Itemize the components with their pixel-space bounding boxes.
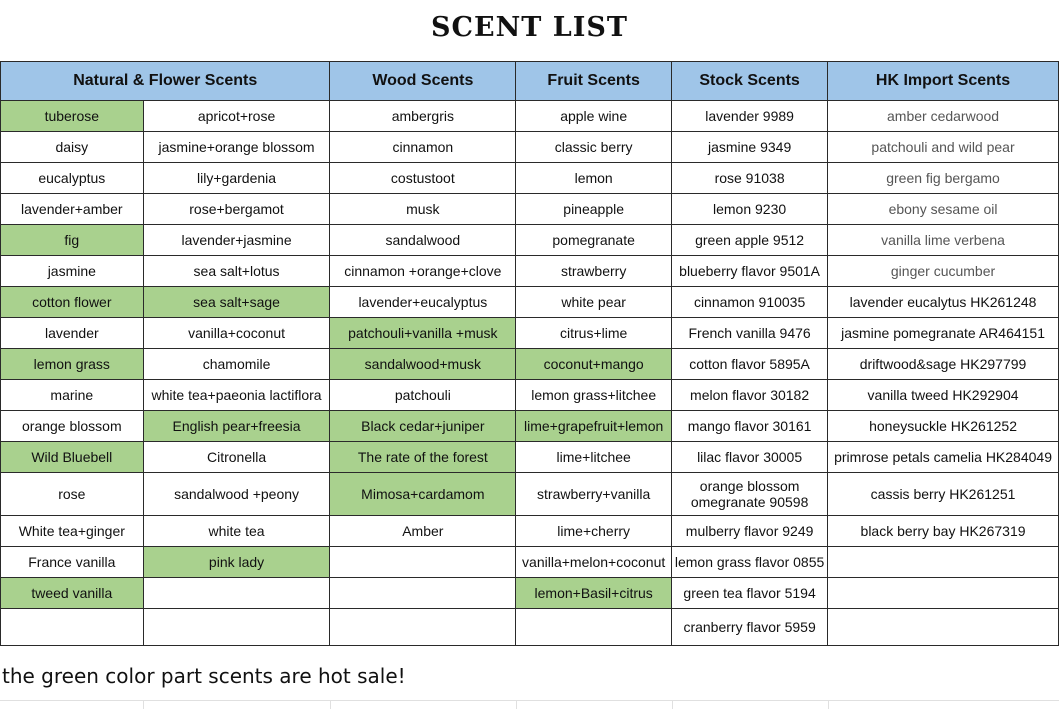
- scent-cell-wood[interactable]: [330, 578, 516, 609]
- table-row: [1, 132, 1059, 163]
- scent-cell-hk-import[interactable]: vanilla tweed HK292904: [828, 380, 1059, 411]
- scent-cell-hk-import[interactable]: cassis berry HK261251: [828, 473, 1059, 516]
- scent-cell-wood[interactable]: ambergris: [330, 101, 516, 132]
- scent-cell-wood[interactable]: Mimosa+cardamom: [330, 473, 516, 516]
- scent-cell-fruit[interactable]: strawberry: [516, 256, 672, 287]
- scent-cell-natural[interactable]: orange blossom: [1, 411, 144, 442]
- scent-cell-stock[interactable]: cranberry flavor 5959: [672, 609, 828, 646]
- scent-cell-fruit[interactable]: white pear: [516, 287, 672, 318]
- table-row: [1, 256, 1059, 287]
- scent-cell-flower-mix[interactable]: chamomile: [143, 349, 330, 380]
- scent-cell-fruit[interactable]: vanilla+melon+coconut: [516, 547, 672, 578]
- scent-cell-fruit[interactable]: lime+grapefruit+lemon: [516, 411, 672, 442]
- scent-cell-natural[interactable]: White tea+ginger: [1, 516, 144, 547]
- scent-cell-hk-import[interactable]: [828, 547, 1059, 578]
- scent-cell-fruit[interactable]: coconut+mango: [516, 349, 672, 380]
- table-row: [1, 287, 1059, 318]
- scent-cell-hk-import[interactable]: ginger cucumber: [828, 256, 1059, 287]
- scent-cell-stock[interactable]: lavender 9989: [672, 101, 828, 132]
- header-stock[interactable]: Stock Scents: [672, 62, 828, 101]
- scent-cell-hk-import[interactable]: patchouli and wild pear: [828, 132, 1059, 163]
- scent-cell-fruit[interactable]: [516, 609, 672, 646]
- scent-cell-natural[interactable]: fig: [1, 225, 144, 256]
- scent-cell-wood[interactable]: lavender+eucalyptus: [330, 287, 516, 318]
- scent-cell-wood[interactable]: musk: [330, 194, 516, 225]
- scent-cell-hk-import[interactable]: vanilla lime verbena: [828, 225, 1059, 256]
- table-row: [1, 411, 1059, 442]
- table-row: [1, 578, 1059, 609]
- table-row: [1, 225, 1059, 256]
- scent-cell-flower-mix[interactable]: pink lady: [143, 547, 330, 578]
- scent-cell-fruit[interactable]: lemon: [516, 163, 672, 194]
- scent-cell-stock[interactable]: mango flavor 30161: [672, 411, 828, 442]
- table-row: [1, 547, 1059, 578]
- scent-cell-flower-mix[interactable]: English pear+freesia: [143, 411, 330, 442]
- scent-cell-hk-import[interactable]: primrose petals camelia HK284049: [828, 442, 1059, 473]
- scent-cell-stock[interactable]: green tea flavor 5194: [672, 578, 828, 609]
- scent-cell-wood[interactable]: Black cedar+juniper: [330, 411, 516, 442]
- scent-cell-stock[interactable]: cinnamon 910035: [672, 287, 828, 318]
- scent-cell-natural[interactable]: cotton flower: [1, 287, 144, 318]
- scent-cell-wood[interactable]: sandalwood: [330, 225, 516, 256]
- scent-cell-flower-mix[interactable]: Citronella: [143, 442, 330, 473]
- scent-cell-hk-import[interactable]: [828, 578, 1059, 609]
- scent-cell-flower-mix[interactable]: white tea+paeonia lactiflora: [143, 380, 330, 411]
- scent-cell-stock[interactable]: green apple 9512: [672, 225, 828, 256]
- scent-cell-natural[interactable]: lavender+amber: [1, 194, 144, 225]
- scent-cell-fruit[interactable]: lemon grass+litchee: [516, 380, 672, 411]
- scent-table: [0, 61, 1059, 646]
- scent-cell-fruit[interactable]: strawberry+vanilla: [516, 473, 672, 516]
- scent-cell-flower-mix[interactable]: [143, 609, 330, 646]
- scent-cell-wood[interactable]: patchouli: [330, 380, 516, 411]
- scent-cell-natural[interactable]: tuberose: [1, 101, 144, 132]
- scent-cell-natural[interactable]: eucalyptus: [1, 163, 144, 194]
- scent-cell-fruit[interactable]: lime+cherry: [516, 516, 672, 547]
- table-row: [1, 163, 1059, 194]
- table-row: [1, 516, 1059, 547]
- scent-cell-natural[interactable]: Wild Bluebell: [1, 442, 144, 473]
- scent-cell-fruit[interactable]: pineapple: [516, 194, 672, 225]
- scent-cell-stock[interactable]: lilac flavor 30005: [672, 442, 828, 473]
- scent-cell-natural[interactable]: France vanilla: [1, 547, 144, 578]
- scent-cell-fruit[interactable]: lemon+Basil+citrus: [516, 578, 672, 609]
- scent-cell-fruit[interactable]: classic berry: [516, 132, 672, 163]
- header-row: [1, 62, 1059, 101]
- scent-cell-natural[interactable]: lemon grass: [1, 349, 144, 380]
- scent-cell-stock[interactable]: lemon 9230: [672, 194, 828, 225]
- scent-cell-hk-import[interactable]: driftwood&sage HK297799: [828, 349, 1059, 380]
- table-row: [1, 349, 1059, 380]
- scent-cell-natural[interactable]: jasmine: [1, 256, 144, 287]
- scent-cell-stock[interactable]: blueberry flavor 9501A: [672, 256, 828, 287]
- table-row: [1, 609, 1059, 646]
- scent-cell-flower-mix[interactable]: lily+gardenia: [143, 163, 330, 194]
- scent-cell-wood[interactable]: sandalwood+musk: [330, 349, 516, 380]
- scent-cell-natural[interactable]: lavender: [1, 318, 144, 349]
- scent-cell-wood[interactable]: Amber: [330, 516, 516, 547]
- table-row: [1, 101, 1059, 132]
- table-row: [1, 318, 1059, 349]
- scent-cell-hk-import[interactable]: [828, 609, 1059, 646]
- scent-cell-hk-import[interactable]: green fig bergamo: [828, 163, 1059, 194]
- scent-cell-natural[interactable]: tweed vanilla: [1, 578, 144, 609]
- scent-cell-flower-mix[interactable]: apricot+rose: [143, 101, 330, 132]
- scent-cell-flower-mix[interactable]: rose+bergamot: [143, 194, 330, 225]
- scent-cell-flower-mix[interactable]: sea salt+lotus: [143, 256, 330, 287]
- scent-cell-wood[interactable]: cinnamon: [330, 132, 516, 163]
- scent-cell-stock[interactable]: rose 91038: [672, 163, 828, 194]
- header-fruit[interactable]: Fruit Scents: [516, 62, 672, 101]
- scent-cell-hk-import[interactable]: jasmine pomegranate AR464151: [828, 318, 1059, 349]
- scent-cell-flower-mix[interactable]: sandalwood +peony: [143, 473, 330, 516]
- scent-cell-fruit[interactable]: apple wine: [516, 101, 672, 132]
- scent-cell-natural[interactable]: marine: [1, 380, 144, 411]
- scent-cell-hk-import[interactable]: ebony sesame oil: [828, 194, 1059, 225]
- scent-cell-fruit[interactable]: lime+litchee: [516, 442, 672, 473]
- scent-cell-flower-mix[interactable]: lavender+jasmine: [143, 225, 330, 256]
- page-title: SCENT LIST: [431, 12, 628, 43]
- table-row: [1, 473, 1059, 516]
- scent-cell-stock[interactable]: lemon grass flavor 0855: [672, 547, 828, 578]
- scent-cell-flower-mix[interactable]: jasmine+orange blossom: [143, 132, 330, 163]
- scent-cell-natural[interactable]: [1, 609, 144, 646]
- table-row: [1, 194, 1059, 225]
- scent-cell-flower-mix[interactable]: sea salt+sage: [143, 287, 330, 318]
- scent-cell-fruit[interactable]: pomegranate: [516, 225, 672, 256]
- header-hk-import[interactable]: HK Import Scents: [828, 62, 1059, 101]
- scent-cell-stock[interactable]: melon flavor 30182: [672, 380, 828, 411]
- scent-cell-hk-import[interactable]: black berry bay HK267319: [828, 516, 1059, 547]
- scent-cell-stock[interactable]: mulberry flavor 9249: [672, 516, 828, 547]
- scent-cell-natural[interactable]: daisy: [1, 132, 144, 163]
- scent-cell-hk-import[interactable]: honeysuckle HK261252: [828, 411, 1059, 442]
- scent-cell-stock[interactable]: orange blossom omegranate 90598: [672, 473, 828, 516]
- scent-cell-flower-mix[interactable]: [143, 578, 330, 609]
- scent-cell-flower-mix[interactable]: white tea: [143, 516, 330, 547]
- scent-cell-wood[interactable]: cinnamon +orange+clove: [330, 256, 516, 287]
- scent-cell-stock[interactable]: jasmine 9349: [672, 132, 828, 163]
- scent-cell-wood[interactable]: The rate of the forest: [330, 442, 516, 473]
- scent-cell-hk-import[interactable]: lavender eucalytus HK261248: [828, 287, 1059, 318]
- scent-cell-fruit[interactable]: citrus+lime: [516, 318, 672, 349]
- scent-cell-flower-mix[interactable]: vanilla+coconut: [143, 318, 330, 349]
- scent-cell-stock[interactable]: cotton flavor 5895A: [672, 349, 828, 380]
- hot-sale-note: the green color part scents are hot sale!: [2, 664, 406, 688]
- header-natural-flower[interactable]: Natural & Flower Scents: [1, 62, 330, 101]
- scent-cell-wood[interactable]: [330, 609, 516, 646]
- table-row: [1, 380, 1059, 411]
- scent-cell-wood[interactable]: costustoot: [330, 163, 516, 194]
- scent-cell-stock[interactable]: French vanilla 9476: [672, 318, 828, 349]
- header-wood[interactable]: Wood Scents: [330, 62, 516, 101]
- scent-cell-wood[interactable]: [330, 547, 516, 578]
- scent-cell-hk-import[interactable]: amber cedarwood: [828, 101, 1059, 132]
- scent-cell-natural[interactable]: rose: [1, 473, 144, 516]
- table-row: [1, 442, 1059, 473]
- scent-cell-wood[interactable]: patchouli+vanilla +musk: [330, 318, 516, 349]
